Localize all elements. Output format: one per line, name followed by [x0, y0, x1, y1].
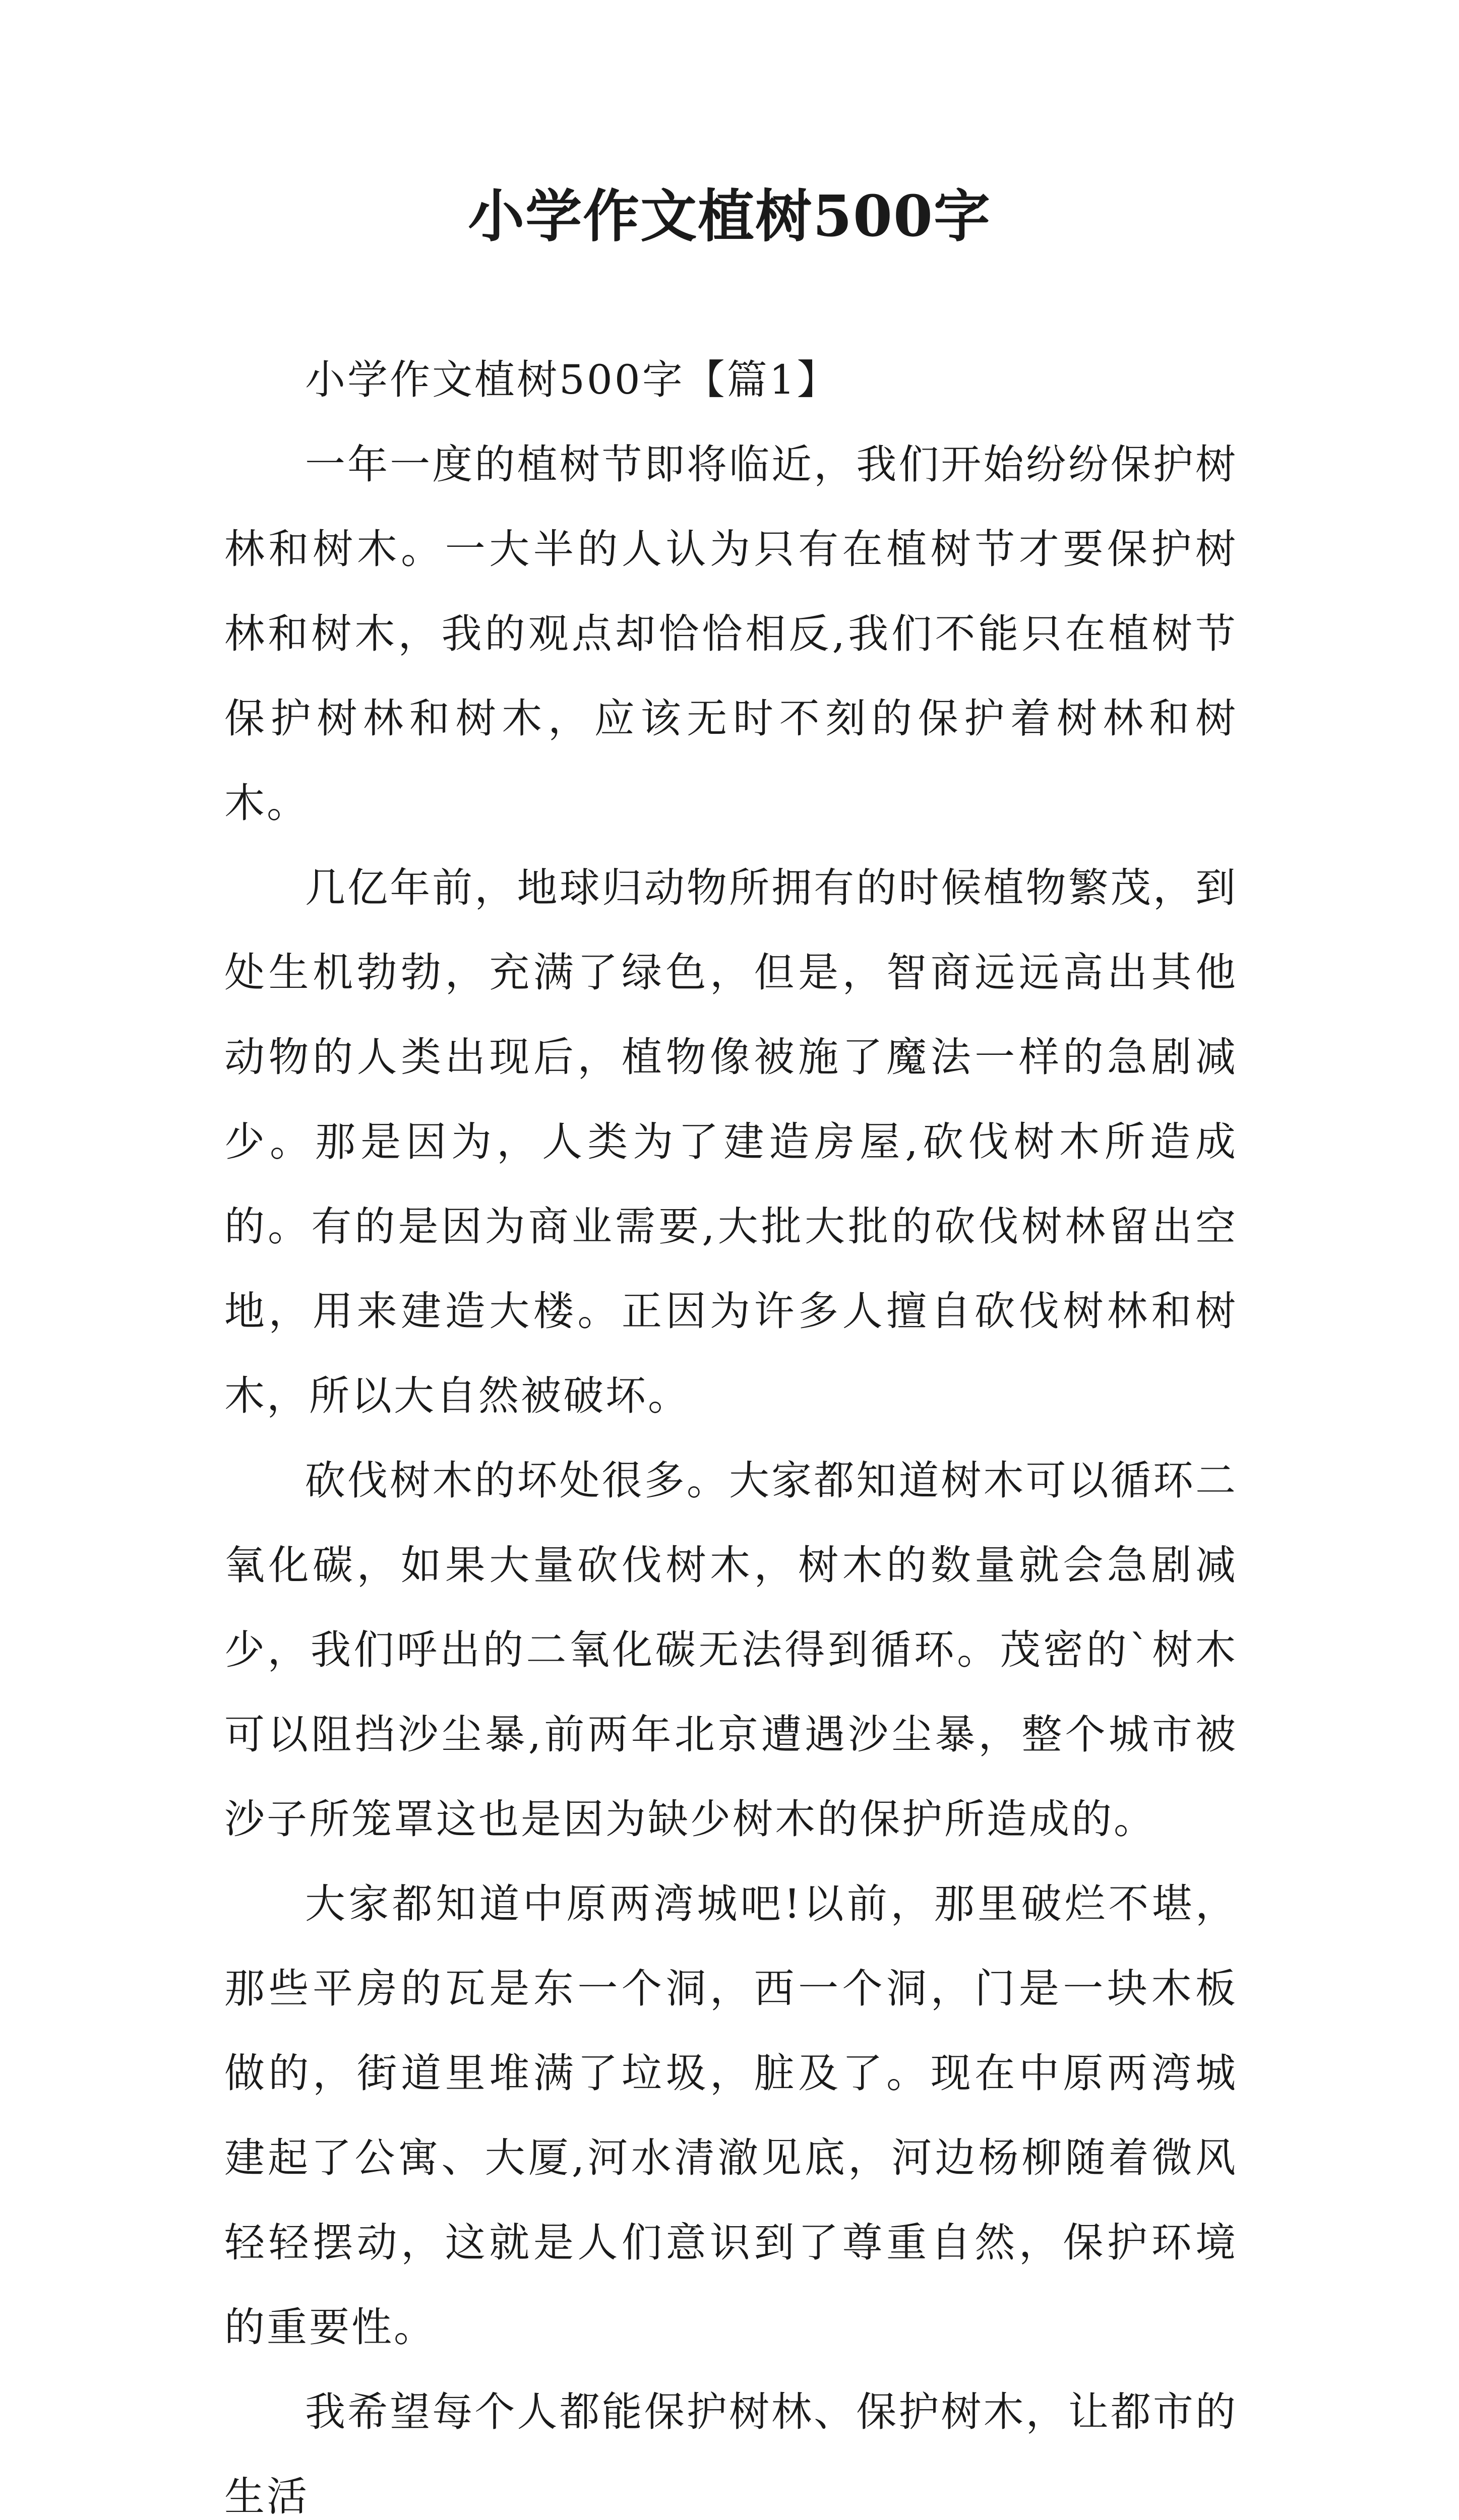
paragraph-5: 我希望每个人都能保护树林、保护树木，让都市的生活 [224, 2388, 1238, 2520]
paragraph-1: 一年一度的植树节即将临近，我们开始纷纷保护树林和树木。一大半的人认为只有在植树节才要保护树林和树木，我的观点却恰恰相反,我们不能只在植树节保护树林和树木，应该无时不刻的保护着树林和树木。 [224, 441, 1238, 827]
document-body [224, 338, 1238, 2520]
section-heading: 小学作文植树500字【篇1】 [305, 356, 839, 403]
paragraph-4: 大家都知道中原两湾城吧!以前，那里破烂不堪，那些平房的瓦是东一个洞，西一个洞，门是一块木板做的，街道里堆满了垃圾，脏及了。现在中原两湾城建起了公寓、大厦,河水清澈见底，河边杨柳随着微风轻轻摆动，这就是人们意识到了尊重自然，保护环境的重要性。 [224, 1880, 1238, 2351]
paragraph-2: 几亿年前，地球归动物所拥有的时候植物繁茂，到处生机勃勃，充满了绿色，但是，智商远远高出其他动物的人类出现后，植物像被施了魔法一样的急剧减少。那是因为，人类为了建造房屋,砍伐树木所造成的。有的是因为商业需要,大批大批的砍伐树林留出空地，用来建造大楼。正因为许多人擅自砍伐树林和树木，所以大自然被破坏。 [224, 864, 1238, 1419]
document-title: 小学作文植树500字 [468, 183, 991, 249]
paragraph-3: 砍伐树木的坏处很多。大家都知道树木可以循环二氧化碳，如果大量砍伐树木，树木的数量就会急剧减少，我们呼出的二氧化碳无法得到循环。茂密的`树木可以阻挡沙尘暴,前两年北京遭遇沙尘暴，整个城市被沙子所笼罩这也是因为缺少树木的保护所造成的。 [224, 1457, 1238, 1843]
